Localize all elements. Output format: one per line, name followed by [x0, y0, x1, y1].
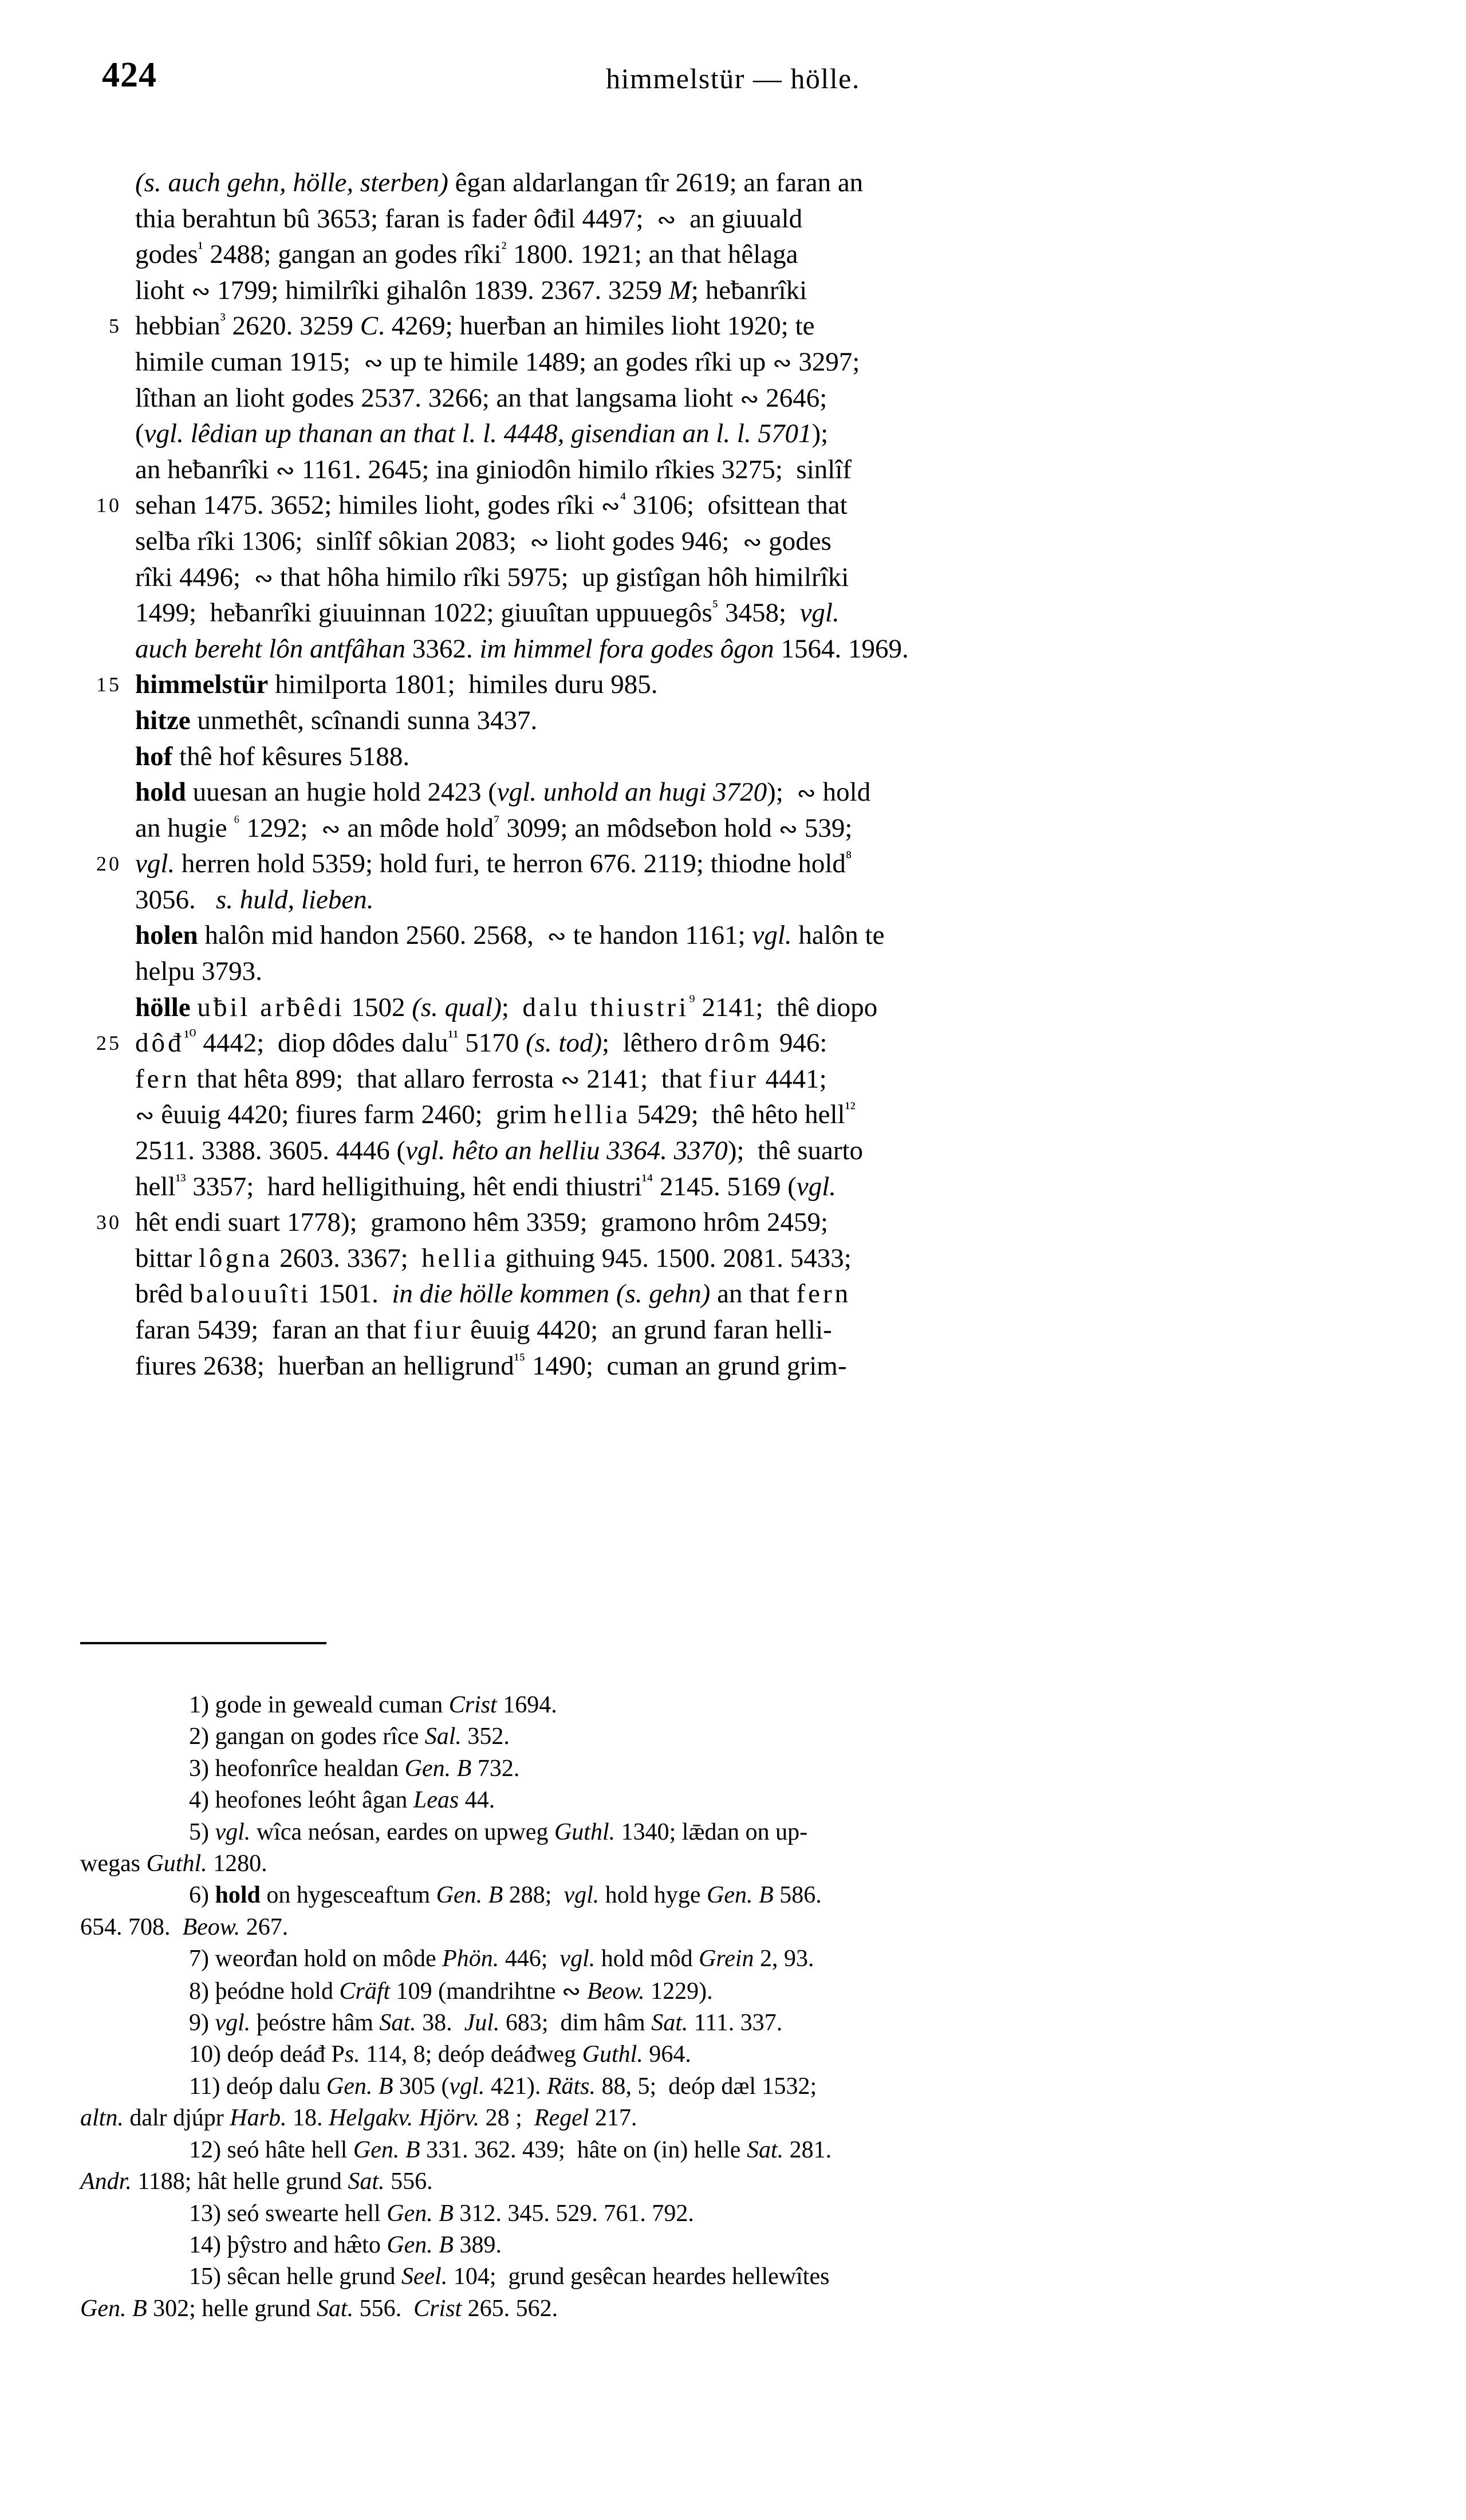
- footnote-marker: ⁸: [845, 848, 852, 867]
- glossary-line: [135, 631, 1349, 667]
- glossary-body: [96, 165, 1349, 1384]
- swung-dash: ∾: [191, 278, 211, 304]
- glossary-line-text: hêt endi suart 1778); gramono hêm 3359; gramono hrôm 2459;: [135, 1207, 829, 1238]
- swung-dash: ∾: [797, 780, 816, 806]
- glossary-line-text: thia berahtun bû 3653; faran is fader ôđil 4497; ∾ an giuuald: [135, 203, 803, 234]
- footnote-marker: ¹¹: [448, 1027, 459, 1046]
- glossary-line: [135, 1133, 1349, 1169]
- glossary-line-text: hell$^{^{13}}$ 3357; hard helligithuing, hêt endi thiustri$^{^{14}}$ 2145. 5169 (vgl.: [135, 1170, 837, 1202]
- glossary-line: [96, 1025, 1349, 1061]
- swung-dash: ∾: [657, 206, 676, 233]
- line-number: 10: [96, 494, 121, 517]
- glossary-line-text: himile cuman 1915; ∾ up te himile 1489; an godes rîki up ∾ 3297;: [135, 346, 860, 377]
- glossary-line: [135, 523, 1349, 560]
- footnote-continuation: [80, 2102, 1363, 2134]
- footnote: [80, 2261, 1363, 2293]
- glossary-line: [135, 954, 1349, 990]
- glossary-line: [135, 1312, 1349, 1348]
- running-head-dash: —: [752, 62, 783, 94]
- running-head: [0, 62, 1466, 95]
- glossary-line-text: sehan 1475. 3652; himiles lioht, godes rîki ∾$^{^4}$ 3106; ofsittean that: [135, 489, 848, 521]
- glossary-line: [135, 452, 1349, 488]
- glossary-line-text: ∾ êuuig 4420; fiures farm 2460; grim hellia 5429; thê hêto hell$^{^{12}}$: [135, 1098, 856, 1130]
- glossary-line-text: godes$^{^1}$ 2488; gangan an godes rîki$^{^2}$ 1800. 1921; an that hêlaga: [135, 238, 798, 270]
- footnote: [80, 2007, 1363, 2039]
- glossary-line: [96, 846, 1349, 882]
- glossary-line: [135, 739, 1349, 775]
- swung-dash: ∾: [530, 529, 549, 555]
- running-head-right: hölle.: [790, 62, 860, 94]
- glossary-line: [135, 595, 1349, 631]
- footnote-text: gode in geweald cuman Crist 1694.: [215, 1692, 557, 1718]
- footnote-text: Andr. 1188; hât helle grund Sat. 556.: [80, 2168, 433, 2195]
- footnote-text: seó hâte hell Gen. B 331. 362. 439; hâte on (in) helle Sat. 281.: [227, 2136, 832, 2163]
- swung-dash: ∾: [560, 1066, 580, 1093]
- glossary-line: [135, 1241, 1349, 1277]
- footnote-continuation: [80, 1848, 1363, 1880]
- footnote-number: 9): [189, 2010, 209, 2037]
- footnote-text: altn. dalr djúpr Harb. 18. Helgakv. Hjörv. 28 ; Regel 217.: [80, 2105, 637, 2132]
- footnote-text: deóp deáđ Ps. 114, 8; deóp deáđweg Guthl. 964.: [227, 2041, 691, 2068]
- glossary-line-text: auch bereht lôn antfâhan 3362. im himmel fora godes ôgon 1564. 1969.: [135, 633, 909, 664]
- footnote: [80, 1975, 1363, 2007]
- glossary-line: [135, 416, 1349, 452]
- footnote-number: 6): [189, 1882, 209, 1909]
- footnote-number: 12): [189, 2136, 221, 2163]
- footnote-marker: ¹⁵: [514, 1349, 526, 1369]
- glossary-line: [135, 380, 1349, 416]
- footnote-rule: [80, 1642, 326, 1644]
- glossary-line-text: 1499; heƀanrîki giuuinnan 1022; giuuîtan uppuuegôs$^{^5}$ 3458; vgl.: [135, 597, 840, 628]
- footnote-marker: ¹³: [175, 1170, 186, 1190]
- footnote-marker: ¹⁰: [184, 1027, 196, 1046]
- glossary-line-text: (s. auch gehn, hölle, sterben) êgan aldarlangan tîr 2619; an faran an: [135, 168, 864, 198]
- footnote-number: 15): [189, 2263, 221, 2290]
- glossary-line-text: fiures 2638; huerƀan an helligrund$^{^{15}}$ 1490; cuman an grund grim-: [135, 1349, 847, 1381]
- glossary-line: [135, 810, 1349, 846]
- footnote-number: 8): [189, 1978, 209, 2005]
- glossary-line: [135, 344, 1349, 380]
- footnote-text: heofones leóht âgan Leas 44.: [215, 1787, 495, 1814]
- glossary-line: [135, 1097, 1349, 1133]
- glossary-line: [135, 165, 1349, 201]
- glossary-line: [135, 273, 1349, 309]
- footnote-marker: ⁷: [494, 812, 500, 832]
- line-number: 25: [96, 1031, 121, 1055]
- swung-dash: ∾: [364, 349, 383, 376]
- footnote-marker: ⁵: [712, 597, 719, 616]
- glossary-line: [135, 990, 1349, 1026]
- footnote: [80, 1690, 1363, 1721]
- footnote-text: gangan on godes rîce Sal. 352.: [215, 1723, 510, 1750]
- footnote-number: 10): [189, 2041, 221, 2068]
- swung-dash: ∾: [740, 385, 759, 412]
- line-number: 30: [96, 1211, 121, 1234]
- swung-dash: ∾: [561, 1978, 581, 2004]
- glossary-line-text: selƀa rîki 1306; sinlîf sôkian 2083; ∾ lioht godes 946; ∾ godes: [135, 526, 831, 556]
- footnote-text: sêcan helle grund Seel. 104; grund gesêcan heardes hellewîtes: [227, 2263, 830, 2290]
- glossary-line-text: hebbian$^{^3}$ 2620. 3259 C. 4269; huerƀan an himiles lioht 1920; te: [135, 310, 815, 341]
- footnote-continuation: [80, 2166, 1363, 2198]
- footnote-text: seó swearte hell Gen. B 312. 345. 529. 761. 792.: [227, 2200, 694, 2227]
- footnote-text: 654. 708. Beow. 267.: [80, 1913, 289, 1940]
- glossary-line-text: 2511. 3388. 3605. 4446 (vgl. hêto an helliu 3364. 3370); thê suarto: [135, 1136, 864, 1166]
- footnote-number: 13): [189, 2200, 221, 2227]
- footnote-number: 3): [189, 1755, 209, 1782]
- glossary-line: [135, 1348, 1349, 1384]
- glossary-line-text: dôđ$^{^{10}}$ 4442; diop dôdes dalu$^{^{11}}$ 5170 (s. tod); lêthero drôm 946:: [135, 1027, 827, 1058]
- glossary-line-text: (vgl. lêdian up thanan an that l. l. 4448, gisendian an l. l. 5701);: [135, 419, 829, 449]
- footnote-continuation: [80, 2293, 1363, 2325]
- footnote: [80, 2135, 1363, 2166]
- footnote-marker: ²: [501, 238, 507, 258]
- footnote-marker: ¹²: [845, 1098, 856, 1118]
- footnote: [80, 1880, 1363, 1911]
- footnote-text: heofonrîce healdan Gen. B 732.: [215, 1755, 520, 1782]
- footnote-number: 7): [189, 1946, 209, 1972]
- swung-dash: ∾: [254, 565, 274, 591]
- footnote: [80, 1753, 1363, 1785]
- footnote-marker: ³: [220, 310, 226, 329]
- glossary-line-text: hölle uƀil arƀêdi 1502 (s. qual); dalu thiustri$^{^9}$ 2141; thê diopo: [135, 991, 878, 1022]
- swung-dash: ∾: [601, 493, 620, 519]
- footnote-marker: ⁴: [620, 489, 626, 509]
- footnote-number: 14): [189, 2231, 221, 2258]
- footnote-text: deóp dalu Gen. B 305 (vgl. 421). Räts. 88, 5; deóp dæl 1532;: [226, 2073, 817, 2100]
- glossary-line-text: an hugie $^{^6}$ 1292; ∾ an môde hold$^{^7}$ 3099; an môdseƀon hold ∾ 539;: [135, 812, 853, 843]
- footnote-text: Gen. B 302; helle grund Sat. 556. Crist 265. 562.: [80, 2295, 558, 2322]
- glossary-line: [135, 774, 1349, 810]
- glossary-line-text: 3056. s. huld, lieben.: [135, 884, 374, 915]
- footnote: [80, 1943, 1363, 1975]
- line-number: 15: [96, 673, 121, 696]
- swung-dash: ∾: [778, 816, 798, 842]
- glossary-line-text: lîthan an lioht godes 2537. 3266; an that langsama lioht ∾ 2646;: [135, 383, 827, 413]
- footnote-text: þŷstro and hæ̂to Gen. B 389.: [227, 2231, 502, 2258]
- glossary-line: [135, 1276, 1349, 1312]
- glossary-line: [135, 1169, 1349, 1205]
- swung-dash: ∾: [547, 923, 566, 950]
- swung-dash: ∾: [742, 529, 762, 555]
- footnote-number: 4): [189, 1787, 209, 1814]
- swung-dash: ∾: [275, 457, 295, 483]
- running-head-left: himmelstür: [606, 62, 745, 94]
- glossary-line-text: rîki 4496; ∾ that hôha himilo rîki 5975; up gistîgan hôh himilrîki: [135, 562, 849, 592]
- page-header: [0, 55, 1466, 95]
- footnote-marker: ⁹: [689, 991, 695, 1010]
- glossary-line-text: hold uuesan an hugie hold 2423 (vgl. unhold an hugi 3720); ∾ hold: [135, 777, 871, 808]
- glossary-line-text: himmelstür himilporta 1801; himiles duru 985.: [135, 670, 658, 700]
- footnote-marker: ¹: [198, 238, 203, 258]
- line-number: 20: [96, 852, 121, 876]
- glossary-line: [135, 1061, 1349, 1097]
- footnote-text: wegas Guthl. 1280.: [80, 1850, 267, 1877]
- glossary-line: [96, 667, 1349, 703]
- glossary-line: [135, 201, 1349, 237]
- footnote: [80, 2039, 1363, 2070]
- footnote: [80, 2230, 1363, 2261]
- swung-dash: ∾: [773, 349, 792, 376]
- glossary-line: [135, 560, 1349, 596]
- glossary-line: [135, 237, 1349, 273]
- footnote: [80, 1817, 1363, 1848]
- glossary-line-text: holen halôn mid handon 2560. 2568, ∾ te handon 1161; vgl. halôn te: [135, 920, 885, 951]
- footnote-marker: ⁶: [234, 812, 240, 832]
- swung-dash: ∾: [135, 1102, 155, 1129]
- swung-dash: ∾: [321, 816, 341, 842]
- glossary-line-text: an heƀanrîki ∾ 1161. 2645; ina giniodôn himilo rîkies 3275; sinlîf: [135, 454, 852, 485]
- footnote-number: 11): [189, 2073, 220, 2100]
- footnote-text: weorđan hold on môde Phön. 446; vgl. hold môd Grein 2, 93.: [215, 1946, 814, 1972]
- glossary-line: [96, 487, 1349, 523]
- footnote-number: 5): [189, 1818, 209, 1845]
- footnote-text: hold on hygesceaftum Gen. B 288; vgl. hold hyge Gen. B 586.: [215, 1882, 822, 1909]
- folio-number: 424: [102, 56, 157, 94]
- footnote-text: vgl. wîca neósan, eardes on upweg Guthl. 1340; lǣdan on up-: [215, 1818, 808, 1845]
- glossary-line-text: fern that hêta 899; that allaro ferrosta ∾ 2141; that fiur 4441;: [135, 1064, 827, 1094]
- glossary-line-text: faran 5439; faran an that fiur êuuig 4420; an grund faran helli-: [135, 1315, 832, 1345]
- footnote-number: 1): [189, 1692, 209, 1718]
- glossary-line: [96, 1204, 1349, 1241]
- footnote-marker: ¹⁴: [641, 1170, 653, 1190]
- glossary-line: [109, 308, 1349, 344]
- glossary-line-text: hitze unmethêt, scînandi sunna 3437.: [135, 705, 538, 735]
- glossary-line-text: bittar lôgna 2603. 3367; hellia githuing 945. 1500. 2081. 5433;: [135, 1243, 852, 1273]
- footnote: [80, 1721, 1363, 1753]
- footnote-text: þeódne hold Cräft 109 (mandrihtne ∾ Beow. 1229).: [215, 1978, 713, 2005]
- footnote: [80, 2198, 1363, 2230]
- glossary-line-text: helpu 3793.: [135, 956, 262, 987]
- glossary-line-text: vgl. herren hold 5359; hold furi, te herron 676. 2119; thiodne hold$^{^8}$: [135, 848, 852, 879]
- footnotes-block: [80, 1690, 1363, 2325]
- footnote-number: 2): [189, 1723, 209, 1750]
- footnote: [80, 2071, 1363, 2102]
- footnote-continuation: [80, 1912, 1363, 1943]
- glossary-line: [135, 703, 1349, 739]
- glossary-line: [135, 918, 1349, 954]
- line-number: 5: [109, 314, 121, 338]
- glossary-line-text: hof thê hof kêsures 5188.: [135, 741, 410, 771]
- glossary-line-text: brêd balouuîti 1501. in die hölle kommen (s. gehn) an that fern: [135, 1279, 852, 1309]
- footnote-text: vgl. þeóstre hâm Sat. 38. Jul. 683; dim hâm Sat. 111. 337.: [215, 2010, 783, 2037]
- glossary-line: [135, 882, 1349, 918]
- glossary-line-text: lioht ∾ 1799; himilrîki gihalôn 1839. 2367. 3259 M; heƀanrîki: [135, 275, 807, 305]
- footnote: [80, 1785, 1363, 1816]
